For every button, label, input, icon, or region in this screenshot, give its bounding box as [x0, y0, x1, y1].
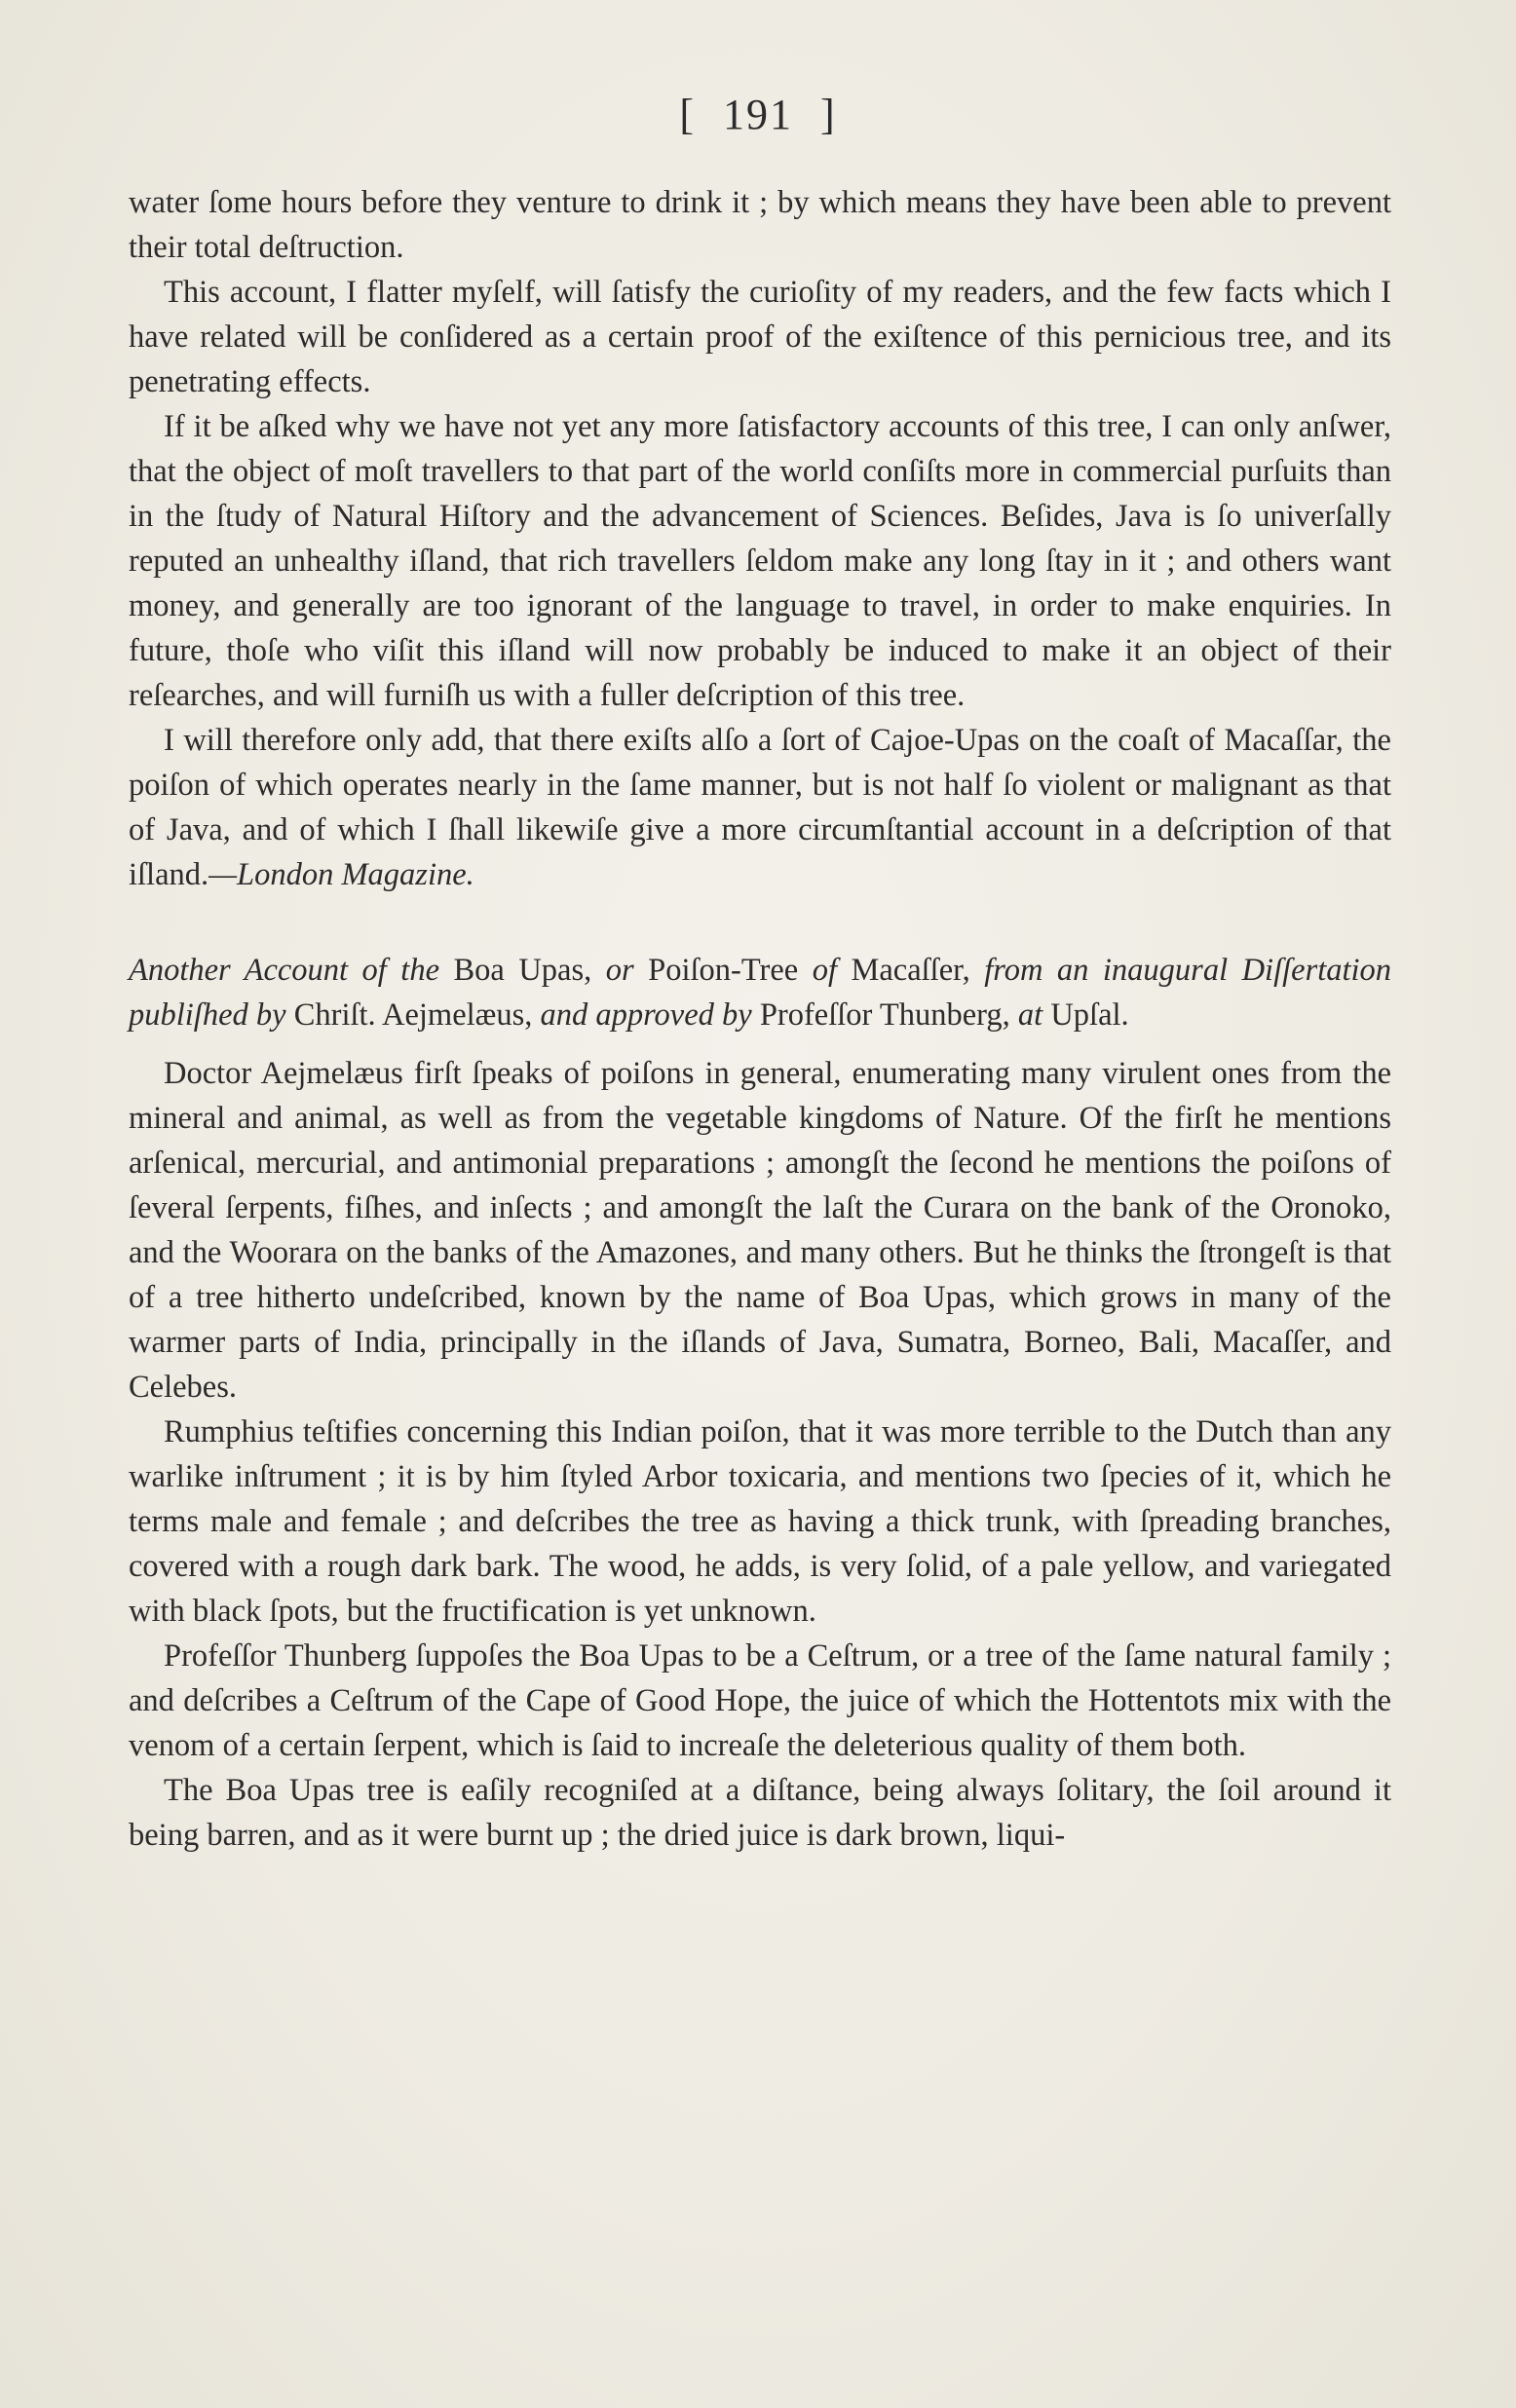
paragraph-continuation: water ſome hours before they venture to drink it ; by which means they have been able to prevent their total deſtruction.	[129, 185, 1391, 265]
paragraph	[129, 718, 1391, 897]
paragraph: The Boa Upas tree is eaſily recogniſed at a diſtance, being always ſolitary, the ſoil around it being barren, and as it were burnt up ; the dried juice is dark brown, liqui-	[129, 1773, 1391, 1853]
paragraph: Doctor Aejmelæus firſt ſpeaks of poiſons in general, enumerating many virulent ones from the mineral and animal, as well as from the vegetable kingdoms of Nature. Of the firſt he mentions arſenical, mercurial, and antimonial preparations ; amongſt the ſecond he mentions the poiſons of ſeveral ſerpents, fiſhes, and inſects ; and amongſt the laſt the Curara on the bank of the Oronoko, and the Woorara on the banks of the Amazones, and many others. But he thinks the ſtrongeſt is that of a tree hitherto undeſcribed, known by the name of Boa Upas, which grows in many of the warmer parts of India, principally in the iſlands of Java, Sumatra, Borneo, Bali, Macaſſer, and Celebes.	[129, 1056, 1391, 1405]
body-text	[129, 180, 1391, 1858]
bracket-close: ]	[820, 91, 837, 138]
source-citation: —London Magazine.	[208, 857, 474, 892]
paragraph: If it be aſked why we have not yet any more ſatisfactory accounts of this tree, I can only anſwer, that the object of moſt travellers to that part of the world conſiſts more in commercial purſuits than in the ſtudy of Natural Hiſtory and the advancement of Sciences. Beſides, Java is ſo univerſally reputed an unhealthy iſland, that rich travellers ſeldom make any long ſtay in it ; and others want money, and generally are too ignorant of the language to travel, in order to make enquiries. In future, thoſe who viſit this iſland will now probably be induced to make it an object of their reſearches, and will furniſh us with a fuller deſcription of this tree.	[129, 409, 1391, 713]
paragraph-text: I will therefore only add, that there exiſts alſo a ſort of Cajoe-Upas on the coaſt of Macaſſar, the poiſon of which operates nearly in the ſame manner, but is not half ſo violent or malignant as that of Java, and of which I ſhall likewiſe give a more circumſtantial account in a deſcription of that iſland.	[129, 723, 1391, 892]
paragraph: Rumphius teſtifies concerning this Indian poiſon, that it was more terrible to the Dutch than any warlike inſtrument ; it is by him ſtyled Arbor toxicaria, and mentions two ſpecies of it, which he terms male and female ; and deſcribes the tree as having a thick trunk, with ſpreading branches, covered with a rough dark bark. The wood, he adds, is very ſolid, of a pale yellow, and variegated with black ſpots, but the fructification is yet unknown.	[129, 1414, 1391, 1629]
paragraph: Profeſſor Thunberg ſuppoſes the Boa Upas to be a Ceſtrum, or a tree of the ſame natural family ; and deſcribes a Ceſtrum of the Cape of Good Hope, the juice of which the Hottentots mix with the venom of a certain ſerpent, which is ſaid to increaſe the deleterious quality of them both.	[129, 1638, 1391, 1763]
section-heading: Another Account of the Boa Upas, or Poiſon-Tree of Macaſſer, from an inaugural Diſſertation publiſhed by Chriſt. Aejmelæus, and approved by Profeſſor Thunberg, at Upſal.	[129, 953, 1392, 1033]
page-number-header	[0, 90, 1516, 139]
bracket-open: [	[679, 91, 696, 138]
paragraph: This account, I flatter myſelf, will ſatisfy the curioſity of my readers, and the few facts which I have related will be conſidered as a certain proof of the exiſtence of this pernicious tree, and its penetrating effects.	[129, 275, 1391, 399]
page-number: 191	[723, 91, 793, 138]
